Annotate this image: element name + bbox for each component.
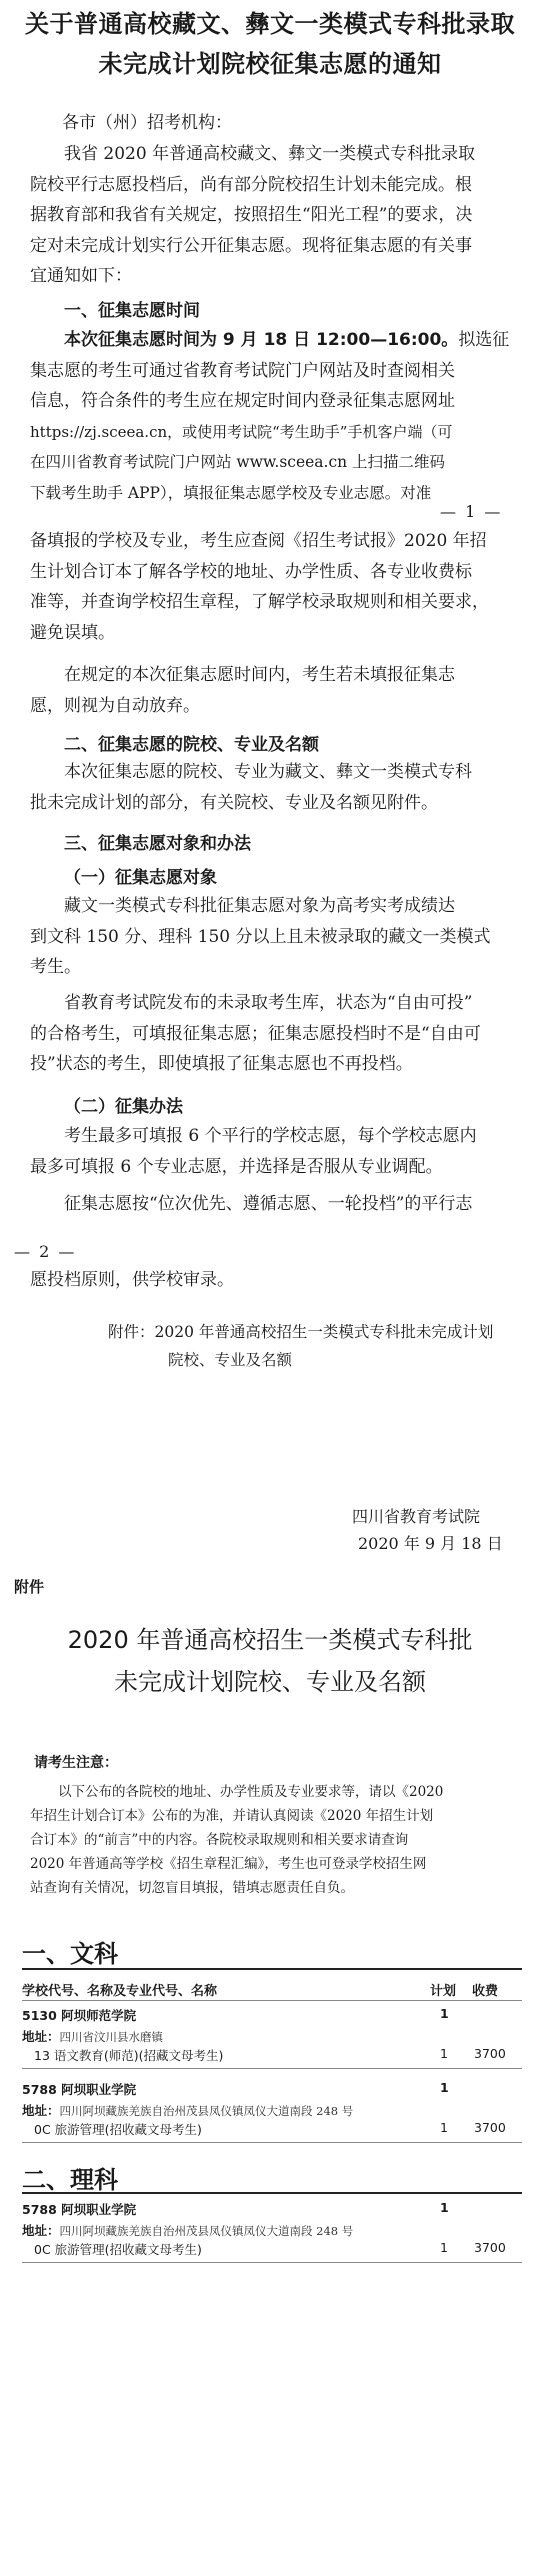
page3-line: 愿投档原则，供学校审录。 bbox=[30, 1270, 234, 1290]
school-address bbox=[22, 2026, 163, 2045]
major-name: 0C 旅游管理(招收藏文母考生) bbox=[34, 2122, 202, 2137]
section-2-paragraph bbox=[30, 757, 520, 818]
sub1-line: 藏文一类模式专科批征集志愿对象为高考实考成绩达 bbox=[64, 896, 455, 916]
page2-paragraph bbox=[30, 526, 520, 648]
subsection-1-paragraph bbox=[30, 891, 520, 983]
address-text: 四川阿坝藏族羌族自治州茂县凤仪镇凤仪大道南段 248 号 bbox=[59, 2104, 354, 2118]
sec2-line: 本次征集志愿的院校、专业为藏文、彝文一类模式专科 bbox=[64, 762, 472, 782]
school-plan: 1 bbox=[440, 2006, 449, 2021]
school-plan: 1 bbox=[440, 2200, 449, 2215]
sec1-time-bold: 本次征集志愿时间为 9 月 18 日 12:00—16:00。 bbox=[64, 330, 459, 350]
sec1-line-url: https://zj.sceea.cn，或使用考试院“考生助手”手机客户端（可 bbox=[30, 422, 453, 441]
intro-line: 我省 2020 年普通高校藏文、彝文一类模式专科批录取 bbox=[64, 144, 476, 164]
page2-line: 生计划合订本了解各学校的地址、办学性质、各专业收费标 bbox=[30, 561, 472, 582]
address-label: 地址： bbox=[22, 2223, 60, 2238]
notice-paragraph bbox=[30, 1780, 520, 1900]
sub1-line: 到文科 150 分、理科 150 分以上且未被录取的藏文一类模式 bbox=[30, 926, 491, 947]
intro-line: 宜通知如下： bbox=[30, 266, 132, 286]
major-plan: 1 bbox=[440, 2120, 448, 2135]
sub1b-line: 的合格考生，可填报征集志愿；征集志愿投档时不是“自由可 bbox=[30, 1023, 481, 1044]
table-header-plan: 计划 bbox=[430, 1984, 457, 1999]
subsection-2-heading: （二）征集办法 bbox=[64, 1097, 183, 1117]
attachment-title-line2: 未完成计划院校、专业及名额 bbox=[114, 1668, 426, 1696]
giveup-line: 愿，则视为自动放弃。 bbox=[30, 695, 200, 716]
attachment-title-line1: 2020 年普通高校招生一类模式专科批 bbox=[67, 1626, 473, 1654]
section-heading-like: 二、理科 bbox=[22, 2166, 118, 2194]
sub2-line: 考生最多可填报 6 个平行的学校志愿，每个学校志愿内 bbox=[64, 1126, 477, 1146]
section-2-heading: 二、征集志愿的院校、专业及名额 bbox=[64, 735, 319, 755]
school-name: 5788 阿坝职业学院 bbox=[22, 2202, 137, 2217]
school-address bbox=[22, 2220, 353, 2239]
attachment-label: 附件 bbox=[14, 1578, 45, 1596]
notice-line: 站查询有关情况，切忽盲目填报，错填志愿责任自负。 bbox=[30, 1880, 354, 1896]
sec1-line: 集志愿的考生可通过省教育考试院门户网站及时查阅相关 bbox=[30, 360, 455, 381]
sec1-line: 信息，符合条件的考生应在规定时间内登录征集志愿网址 bbox=[30, 391, 455, 411]
subsection-2-paragraph-2 bbox=[30, 1189, 520, 1220]
page2-line: 避免误填。 bbox=[30, 622, 115, 643]
attachment-reference bbox=[108, 1318, 528, 1374]
page-number-2: — 2 — bbox=[14, 1242, 77, 1261]
signature-org: 四川省教育考试院 bbox=[352, 1507, 481, 1526]
notice-title-line2: 未完成计划院校征集志愿的通知 bbox=[98, 50, 442, 78]
school-name: 5788 阿坝职业学院 bbox=[22, 2082, 137, 2097]
major-fee: 3700 bbox=[474, 2240, 506, 2255]
section-rule bbox=[22, 1968, 522, 1970]
major-name: 0C 旅游管理(招收藏文母考生) bbox=[34, 2242, 202, 2257]
school-plan: 1 bbox=[440, 2080, 449, 2095]
sec1-line: 在四川省教育考试院门户网站 www.sceea.cn 上扫描二维码 bbox=[30, 453, 446, 471]
school-address bbox=[22, 2100, 353, 2119]
major-name: 13 语文教育(师范)(招藏文母考生) bbox=[34, 2048, 224, 2063]
page2-line: 备填报的学校及专业，考生应查阅《招生考试报》2020 年招 bbox=[30, 531, 487, 551]
subsection-1-heading: （一）征集志愿对象 bbox=[64, 868, 217, 888]
notice-line: 合订本》的“前言”中的内容。各院校录取规则和相关要求请查询 bbox=[30, 1832, 409, 1848]
intro-line: 定对未完成计划实行公开征集志愿。现将征集志愿的有关事 bbox=[30, 235, 472, 256]
signature-date: 2020 年 9 月 18 日 bbox=[358, 1534, 503, 1553]
sec1-line1-rest: 拟选征 bbox=[458, 330, 510, 350]
salutation: 各市（州）招考机构： bbox=[62, 113, 232, 133]
major-fee: 3700 bbox=[474, 2120, 506, 2135]
intro-line: 院校平行志愿投档后，尚有部分院校招生计划未能完成。根 bbox=[30, 174, 472, 195]
notice-line: 2020 年普通高等学校《招生章程汇编》，考生也可登录学校招生网 bbox=[30, 1856, 427, 1872]
sub1b-line: 省教育考试院发布的未录取考生库，状态为“自由可投” bbox=[64, 993, 473, 1013]
page2-line: 准等，并查询学校招生章程，了解学校录取规则和相关要求， bbox=[30, 592, 489, 612]
row-rule bbox=[22, 2262, 522, 2263]
sub1b-line: 投”状态的考生，即使填报了征集志愿也不再投档。 bbox=[30, 1054, 413, 1074]
sub2-line: 最多可填报 6 个专业志愿，并选择是否服从专业调配。 bbox=[30, 1156, 443, 1177]
intro-line: 据教育部和我省有关规定，按照招生“阳光工程”的要求，决 bbox=[30, 205, 473, 225]
sub1-line: 考生。 bbox=[30, 957, 81, 977]
sub2b-line: 征集志愿按“位次优先、遵循志愿、一轮投档”的平行志 bbox=[64, 1194, 473, 1214]
giveup-line: 在规定的本次征集志愿时间内，考生若未填报征集志 bbox=[64, 665, 455, 685]
attachment-ref-line1: 附件：2020 年普通高校招生一类模式专科批未完成计划 bbox=[108, 1323, 494, 1341]
table-header-rule bbox=[22, 2000, 522, 2001]
table-header-fee: 收费 bbox=[472, 1984, 499, 1999]
address-label: 地址： bbox=[22, 2029, 60, 2044]
notice-line: 年招生计划合订本》公布的为准，并请认真阅读《2020 年招生计划 bbox=[30, 1808, 434, 1824]
sec1-line: 下载考生助手 APP），填报征集志愿学校及专业志愿。对准 bbox=[30, 483, 432, 502]
section-3-heading: 三、征集志愿对象和办法 bbox=[64, 834, 251, 854]
section-1-heading: 一、征集志愿时间 bbox=[64, 301, 200, 321]
giveup-paragraph bbox=[30, 660, 520, 721]
subsection-2-paragraph bbox=[30, 1121, 520, 1182]
major-plan: 1 bbox=[440, 2240, 448, 2255]
subsection-1-paragraph-2 bbox=[30, 988, 520, 1080]
notice-heading: 请考生注意： bbox=[34, 1755, 118, 1771]
notice-title-line1: 关于普通高校藏文、彝文一类模式专科批录取 bbox=[25, 10, 515, 38]
row-rule bbox=[22, 2068, 522, 2069]
attachment-ref-line2: 院校、专业及名额 bbox=[168, 1351, 293, 1369]
row-rule bbox=[22, 2142, 522, 2143]
page-number-1: — 1 — bbox=[440, 502, 503, 521]
sec2-line: 批未完成计划的部分，有关院校、专业及名额见附件。 bbox=[30, 792, 438, 813]
notice-line: 以下公布的各院校的地址、办学性质及专业要求等，请以《2020 bbox=[58, 1784, 444, 1800]
major-plan: 1 bbox=[440, 2046, 448, 2061]
section-heading-wenke: 一、文科 bbox=[22, 1940, 118, 1968]
section-1-paragraph bbox=[30, 325, 520, 508]
address-text: 四川阿坝藏族羌族自治州茂县凤仪镇凤仪大道南段 248 号 bbox=[59, 2224, 354, 2238]
intro-paragraph bbox=[30, 139, 520, 292]
table-header-school: 学校代号、名称及专业代号、名称 bbox=[22, 1984, 218, 1999]
school-name: 5130 阿坝师范学院 bbox=[22, 2008, 137, 2023]
sec1-line-1 bbox=[30, 325, 514, 356]
address-text: 四川省汶川县水磨镇 bbox=[59, 2030, 164, 2044]
address-label: 地址： bbox=[22, 2103, 60, 2118]
section-rule bbox=[22, 2192, 522, 2194]
major-fee: 3700 bbox=[474, 2046, 506, 2061]
